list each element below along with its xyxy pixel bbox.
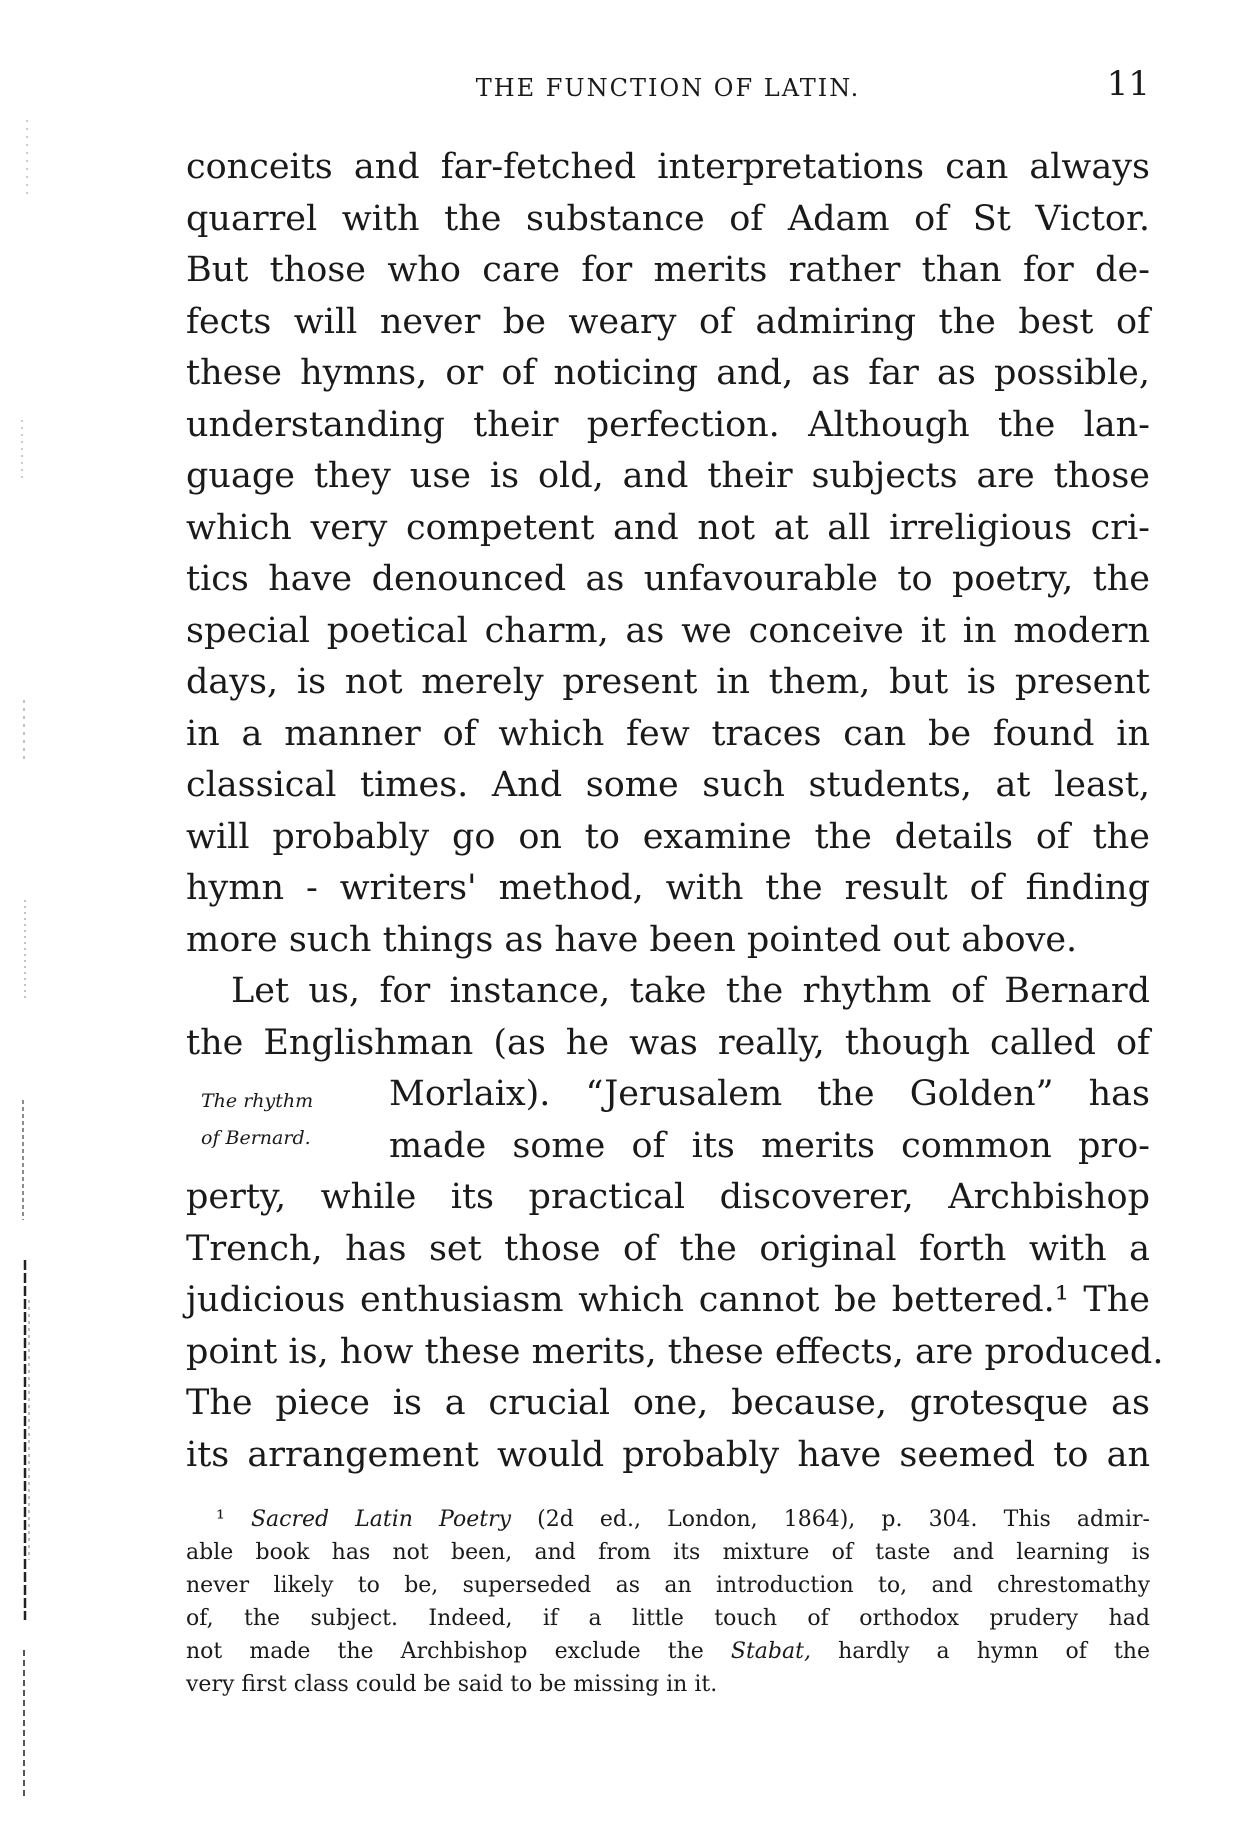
text-line: tics have denounced as unfavourable to poetry, the [186,559,1150,599]
footnote-line: of, the subject. Indeed, if a little touch of orthodox prudery had [186,1606,1150,1631]
page-number: 11 [1106,64,1150,104]
footnote-text: (2d ed., London, 1864), p. 304. This admir- [537,1507,1150,1532]
margin-note-line: The rhythm [201,1090,314,1112]
text-line: hymn - writers' method, with the result of finding [186,868,1150,908]
text-line: will probably go on to examine the details of the [186,816,1150,857]
text-line: made some of its merits common pro- [389,1125,1150,1166]
cited-book-title: Sacred Latin Poetry [250,1507,512,1532]
text-line: fects will never be weary of admiring the best of [186,301,1150,342]
text-line: guage they use is old, and their subjects are those [186,456,1150,496]
text-line: days, is not merely present in them, but is present [186,662,1150,702]
text-line: these hymns, or of noticing and, as far as possible, [186,353,1150,393]
text-line: the Englishman (as he was really, though called of [186,1022,1150,1063]
text-line: Let us, for instance, take the rhythm of Bernard [231,971,1150,1011]
text-line: classical times. And some such students, at least, [186,765,1150,805]
footnote-text: hardly a hymn of the [838,1639,1150,1664]
text-line: understanding their perfection. Although the lan- [186,404,1150,445]
footnote [186,1503,1150,1701]
text-line: in a manner of which few traces can be found in [186,713,1150,754]
running-head: THE FUNCTION OF LATIN. [475,74,861,102]
footnote-line: very first class could be said to be missing in it. [186,1672,718,1697]
binding-edge-marks [0,0,40,1825]
text-line: The piece is a crucial one, because, grotesque as [186,1383,1150,1423]
main-text-block [186,142,1164,1481]
text-line: Morlaix). “Jerusalem the Golden” has [389,1074,1150,1114]
text-line: which very competent and not at all irreligious cri- [186,507,1150,548]
text-line: judicious enthusiasm which cannot be bettered.¹ The [186,1280,1150,1320]
text-line: But those who care for merits rather than for de- [186,250,1150,290]
text-line: its arrangement would probably have seemed to an [186,1434,1150,1475]
footnote-line: able book has not been, and from its mixture of taste and learning is [186,1540,1150,1565]
text-line: conceits and far-fetched interpretations can always [186,147,1150,187]
footnote-text: not made the Archbishop exclude the [186,1639,704,1664]
footnote-marker: ¹ [216,1507,225,1532]
text-line: quarrel with the substance of Adam of St Victor. [186,198,1150,239]
text-line: perty, while its practical discoverer, Archbishop [186,1177,1150,1217]
footnote-line: never likely to be, superseded as an introduction to, and chrestomathy [186,1573,1150,1598]
text-line: special poetical charm, as we conceive it in modern [186,610,1150,651]
page-header [186,64,1150,108]
margin-note-line: of Bernard. [201,1127,311,1149]
text-line: more such things as have been pointed out above. [186,919,1078,960]
text-line: point is, how these merits, these effects, are produced. [186,1331,1164,1372]
footnote-line [186,1635,1150,1668]
text-line: Trench, has set those of the original forth with a [186,1228,1150,1269]
cited-hymn-title: Stabat, [730,1639,811,1664]
footnote-line [186,1503,1150,1536]
